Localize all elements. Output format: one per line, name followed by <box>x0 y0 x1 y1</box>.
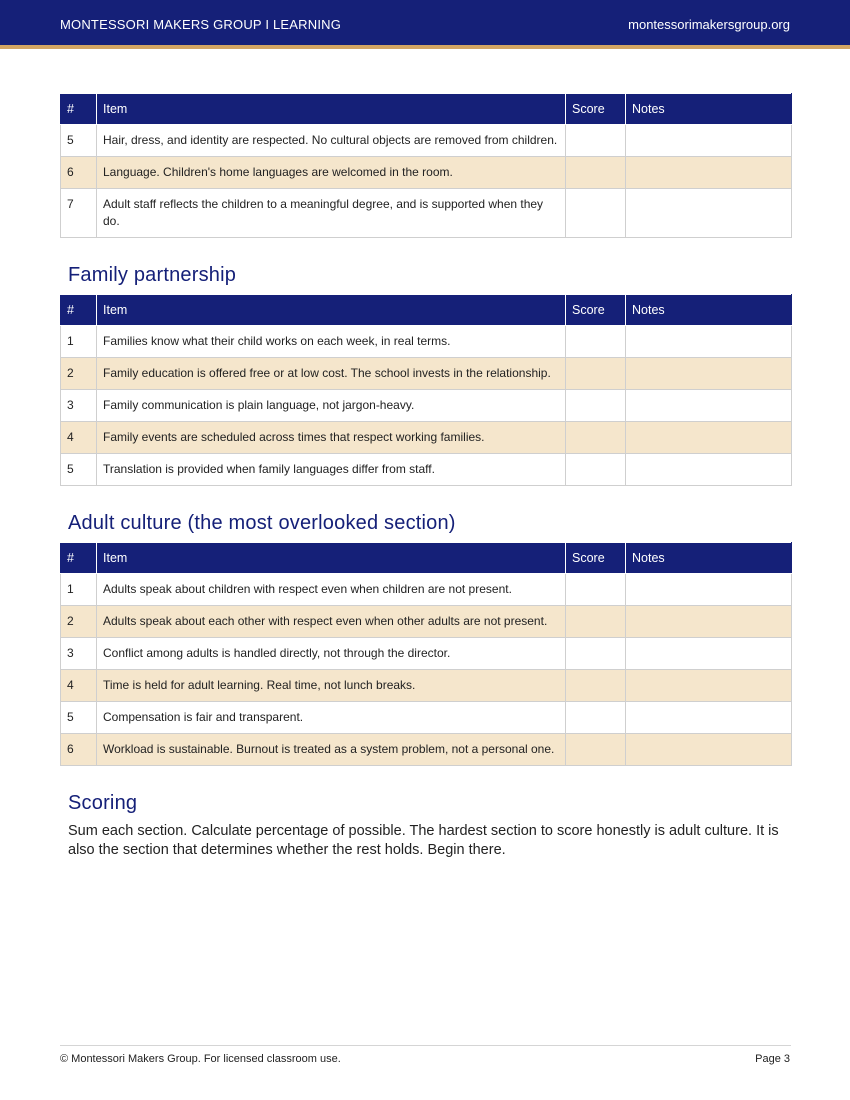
col-header-score: Score <box>566 295 626 326</box>
item-number: 1 <box>61 574 97 606</box>
brand-title: MONTESSORI MAKERS GROUP I LEARNING <box>60 17 342 32</box>
item-text: Family education is offered free or at low cost. The school invests in the relationship. <box>97 358 566 390</box>
notes-cell[interactable] <box>626 189 792 238</box>
score-cell[interactable] <box>566 390 626 422</box>
footer-copyright: © Montessori Makers Group. For licensed classroom use. <box>60 1053 341 1065</box>
item-number: 7 <box>61 189 97 238</box>
score-cell[interactable] <box>566 670 626 702</box>
item-number: 3 <box>61 390 97 422</box>
section-heading: Adult culture (the most overlooked section) <box>68 512 456 534</box>
score-cell[interactable] <box>566 157 626 189</box>
table-row <box>61 390 792 422</box>
score-cell[interactable] <box>566 734 626 766</box>
checklist-table <box>60 542 792 766</box>
item-text: Family events are scheduled across times that respect working families. <box>97 422 566 454</box>
table-row <box>61 606 792 638</box>
notes-cell[interactable] <box>626 125 792 157</box>
table-row <box>61 189 792 238</box>
item-number: 4 <box>61 422 97 454</box>
item-text: Adult staff reflects the children to a meaningful degree, and is supported when they do. <box>97 189 566 238</box>
checklist-table <box>60 294 792 486</box>
col-header-item: Item <box>97 543 566 574</box>
checklist-table <box>60 93 792 238</box>
table-header-row <box>61 94 792 125</box>
item-number: 5 <box>61 125 97 157</box>
item-text: Compensation is fair and transparent. <box>97 702 566 734</box>
notes-cell[interactable] <box>626 670 792 702</box>
score-cell[interactable] <box>566 574 626 606</box>
table-row <box>61 638 792 670</box>
page-number: Page 3 <box>755 1053 790 1065</box>
footer-divider <box>60 1045 791 1046</box>
item-text: Families know what their child works on each week, in real terms. <box>97 326 566 358</box>
notes-cell[interactable] <box>626 606 792 638</box>
notes-cell[interactable] <box>626 638 792 670</box>
notes-cell[interactable] <box>626 422 792 454</box>
table-row <box>61 574 792 606</box>
site-url[interactable]: montessorimakersgroup.org <box>628 17 790 32</box>
notes-cell[interactable] <box>626 574 792 606</box>
col-header-notes: Notes <box>626 94 792 125</box>
notes-cell[interactable] <box>626 157 792 189</box>
item-text: Workload is sustainable. Burnout is treated as a system problem, not a personal one. <box>97 734 566 766</box>
item-text: Translation is provided when family languages differ from staff. <box>97 454 566 486</box>
score-cell[interactable] <box>566 606 626 638</box>
table-row <box>61 670 792 702</box>
header-accent-rule <box>0 45 850 49</box>
item-number: 6 <box>61 734 97 766</box>
item-text: Adults speak about children with respect even when children are not present. <box>97 574 566 606</box>
score-cell[interactable] <box>566 422 626 454</box>
item-number: 2 <box>61 358 97 390</box>
notes-cell[interactable] <box>626 358 792 390</box>
checklist-content <box>60 93 791 860</box>
item-number: 3 <box>61 638 97 670</box>
item-number: 2 <box>61 606 97 638</box>
table-row <box>61 157 792 189</box>
item-text: Hair, dress, and identity are respected. No cultural objects are removed from children. <box>97 125 566 157</box>
item-text: Time is held for adult learning. Real time, not lunch breaks. <box>97 670 566 702</box>
col-header-number: # <box>61 94 97 125</box>
header-bar <box>0 0 850 45</box>
table-row <box>61 326 792 358</box>
score-cell[interactable] <box>566 638 626 670</box>
scoring-text: Sum each section. Calculate percentage of possible. The hardest section to score honestly is adult culture. It is also the section that determines whether the rest holds. Begin there. <box>68 823 779 858</box>
col-header-score: Score <box>566 543 626 574</box>
item-number: 1 <box>61 326 97 358</box>
col-header-number: # <box>61 543 97 574</box>
item-text: Family communication is plain language, not jargon-heavy. <box>97 390 566 422</box>
score-cell[interactable] <box>566 189 626 238</box>
score-cell[interactable] <box>566 702 626 734</box>
table-header-row <box>61 543 792 574</box>
table-header-row <box>61 295 792 326</box>
table-row <box>61 702 792 734</box>
score-cell[interactable] <box>566 454 626 486</box>
notes-cell[interactable] <box>626 326 792 358</box>
table-row <box>61 125 792 157</box>
col-header-item: Item <box>97 295 566 326</box>
score-cell[interactable] <box>566 125 626 157</box>
score-cell[interactable] <box>566 358 626 390</box>
notes-cell[interactable] <box>626 734 792 766</box>
notes-cell[interactable] <box>626 702 792 734</box>
item-number: 5 <box>61 702 97 734</box>
table-row <box>61 734 792 766</box>
item-number: 6 <box>61 157 97 189</box>
item-text: Language. Children's home languages are welcomed in the room. <box>97 157 566 189</box>
table-row <box>61 422 792 454</box>
scoring-heading: Scoring <box>68 792 138 814</box>
notes-cell[interactable] <box>626 454 792 486</box>
notes-cell[interactable] <box>626 390 792 422</box>
col-header-item: Item <box>97 94 566 125</box>
col-header-number: # <box>61 295 97 326</box>
section-heading: Family partnership <box>68 264 237 286</box>
item-text: Conflict among adults is handled directly, not through the director. <box>97 638 566 670</box>
item-number: 4 <box>61 670 97 702</box>
score-cell[interactable] <box>566 326 626 358</box>
col-header-notes: Notes <box>626 295 792 326</box>
item-number: 5 <box>61 454 97 486</box>
item-text: Adults speak about each other with respect even when other adults are not present. <box>97 606 566 638</box>
table-row <box>61 454 792 486</box>
col-header-notes: Notes <box>626 543 792 574</box>
col-header-score: Score <box>566 94 626 125</box>
table-row <box>61 358 792 390</box>
